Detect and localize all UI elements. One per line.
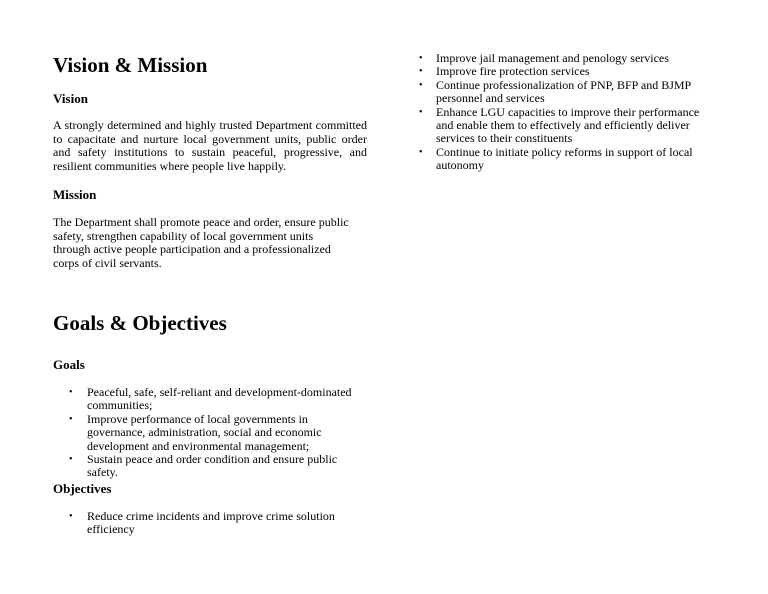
vision-heading: Vision bbox=[53, 91, 88, 106]
vision-paragraph: A strongly determined and highly trusted Department committed to capacitate and nurture local government units, public order and safety institutions to sustain peaceful, progressive, and resilient communities where people live happily. bbox=[53, 118, 367, 173]
goals-heading: Goals bbox=[53, 357, 85, 372]
vision-mission-heading: Vision & Mission bbox=[53, 53, 208, 77]
mission-heading: Mission bbox=[53, 187, 97, 202]
objective-item: • Improve fire protection services bbox=[419, 65, 719, 78]
objectives-heading: Objectives bbox=[53, 481, 112, 496]
objectives-list-start bbox=[53, 510, 343, 537]
goals-objectives-heading: Goals & Objectives bbox=[53, 311, 227, 335]
mission-paragraph: The Department shall promote peace and order, ensure public safety, strengthen capability of local government units through active people participation and a professionalized corps of civil servants. bbox=[53, 215, 349, 270]
objectives-list-continued bbox=[419, 52, 719, 173]
objective-item: • Enhance LGU capacities to improve their performance and enable them to effectively and efficiently deliver services to their constituents bbox=[419, 106, 719, 146]
objective-item: • Continue to initiate policy reforms in support of local autonomy bbox=[419, 146, 719, 173]
goal-item: • Peaceful, safe, self-reliant and development-dominated communities; bbox=[53, 386, 367, 413]
goals-list bbox=[53, 386, 367, 480]
objective-item: • Reduce crime incidents and improve crime solution efficiency bbox=[53, 510, 343, 537]
objective-item: • Improve jail management and penology services bbox=[419, 52, 719, 65]
goal-item: • Improve performance of local governments in governance, administration, social and economic development and environmental management; bbox=[53, 413, 367, 453]
goal-item: • Sustain peace and order condition and ensure public safety. bbox=[53, 453, 367, 480]
objective-item: • Continue professionalization of PNP, BFP and BJMP personnel and services bbox=[419, 79, 719, 106]
